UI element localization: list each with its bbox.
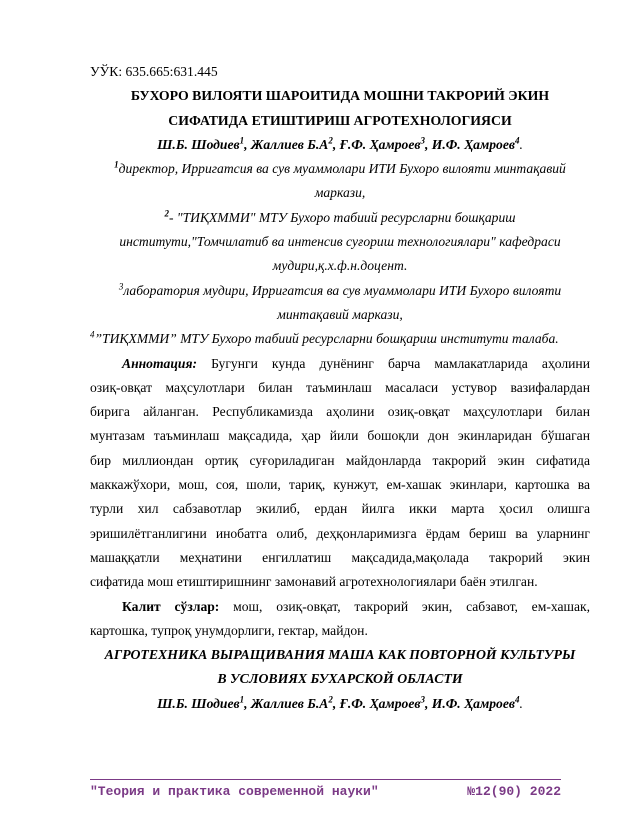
author-2-sup: 2 (328, 135, 333, 146)
abstract-line-2: озиқ-овқат маҳсулотлари билан таъминлаш масаласи устувор вазифалардан (90, 379, 590, 395)
author-sep: , (244, 136, 251, 152)
affiliation-3-line-1 (90, 279, 590, 303)
affiliation-4-line-1 (90, 327, 590, 351)
abstract-line-3: бирига айланган. Республикамизда аҳолини озиқ-овқат маҳсулотлари билан (90, 404, 590, 420)
article-content (90, 60, 590, 716)
affiliation-1-text: директор, Ирригатсия ва сув муаммолари ИТИ Бухоро вилояти минтақавий (118, 161, 566, 177)
footer-divider (90, 779, 561, 780)
title-ru-line-2: В УСЛОВИЯХ БУХАРСКОЙ ОБЛАСТИ (217, 671, 463, 687)
footer-journal-name: "Теория и практика современной науки" (90, 784, 379, 799)
author-ru-3: Ғ.Ф. Ҳамроев (339, 695, 421, 711)
affiliation-3-text: лаборатория мудири, Ирригатсия ва сув муаммолари ИТИ Бухоро вилояти (123, 282, 562, 298)
affiliation-2-line-3: мудири,қ.х.ф.н.доцент. (272, 258, 408, 274)
keywords-line-1 (90, 595, 590, 619)
author-3: Ғ.Ф. Ҳамроев (339, 136, 421, 152)
abstract-line-4: мунтазам таъминлаш мақсадида, ҳар йили бошоқли дон экинларидан бўшаган (90, 428, 590, 444)
abstract-line-10: сифатида мош етиштиришнинг замонавий агротехнологиялари баён этилган. (90, 574, 538, 590)
keywords-line-2: картошка, тупроқ унумдорлиги, гектар, майдон. (90, 622, 368, 638)
author-sep: , (424, 136, 432, 152)
author-ru-1-sup: 1 (239, 694, 245, 705)
authors-uz (90, 133, 590, 157)
author-end: . (519, 695, 523, 711)
author-ru-4-sup: 4 (514, 694, 520, 705)
udk-code: УЎК: 635.665:631.445 (90, 64, 218, 79)
keywords-text: мош, озиқ-овқат, такрорий экин, сабзавот, ем-хашак, (233, 598, 591, 614)
author-ru-3-sup: 3 (420, 694, 425, 705)
affiliation-2-line-2: институти,"Томчилатиб ва интенсив суғориш технологиялари" кафедраси (119, 234, 561, 250)
author-sep: , (332, 136, 340, 152)
author-sep: , (332, 695, 340, 711)
author-end: . (519, 136, 523, 152)
author-sep: , (424, 695, 432, 711)
abstract-label: Аннотация: (122, 355, 197, 371)
title-uz-line-2: СИФАТИДА ЕТИШТИРИШ АГРОТЕХНОЛОГИЯСИ (168, 112, 512, 128)
affiliation-1-line-2: маркази, (314, 185, 366, 201)
affiliation-4-text: ”ТИҚХММИ” МТУ Бухоро табиий ресурсларни бошқариш институти талаба. (94, 331, 559, 347)
affiliation-2-number: 2 (164, 208, 169, 219)
authors-ru (90, 692, 590, 716)
author-ru-4: И.Ф. Ҳамроев (431, 695, 515, 711)
title-uz-line-1: БУХОРО ВИЛОЯТИ ШАРОИТИДА МОШНИ ТАКРОРИЙ ЭКИН (130, 88, 550, 104)
abstract-text: Бугунги кунда дунёнинг барча мамлакатларида аҳолини (211, 355, 590, 371)
author-4-sup: 4 (514, 135, 520, 146)
abstract-line-5: бир миллиондан ортиқ суғориладиган майдонларда такрорий экин сифатида (90, 452, 590, 468)
author-1: Ш.Б. Шодиев (157, 136, 240, 152)
abstract-line-8: эришилётганлигини инобатга олиб, деҳқонларимизга ёрдам бериш ва уларнинг (90, 525, 590, 541)
page-footer (90, 784, 561, 799)
affiliation-1-number: 1 (114, 159, 119, 170)
author-ru-2-sup: 2 (328, 694, 333, 705)
affiliation-3-number: 3 (118, 281, 124, 292)
abstract-line-7: турли хил сабзавотлар экилиб, ердан йилга икки марта ҳосил олишга (90, 501, 590, 517)
author-sep: , (244, 695, 251, 711)
abstract-line-9: машаққатли меҳнатини енгиллатиш мақсадида,мақолада такрорий экин (90, 549, 590, 565)
author-1-sup: 1 (239, 135, 245, 146)
affiliation-2-line-1 (90, 206, 590, 230)
title-ru-line-1: АГРОТЕХНИКА ВЫРАЩИВАНИЯ МАША КАК ПОВТОРНОЙ КУЛЬТУРЫ (104, 647, 576, 663)
author-4: И.Ф. Ҳамроев (431, 136, 515, 152)
keywords-label: Калит сўзлар: (122, 598, 220, 614)
affiliation-1-line-1 (90, 157, 590, 181)
author-3-sup: 3 (420, 135, 425, 146)
affiliation-3-line-2: минтақавий маркази, (277, 306, 403, 322)
affiliation-2-text: - "ТИҚХММИ" МТУ Бухоро табиий ресурсларни бошқариш (168, 209, 516, 225)
footer-issue-number: №12(90) 2022 (467, 784, 561, 799)
abstract-line-1 (90, 352, 590, 376)
abstract-line-6: маккажўхори, мош, соя, шоли, тариқ, кунжут, ем-хашак экинлари, картошка ва (90, 477, 590, 493)
author-ru-2: Жаллиев Б.А (250, 695, 329, 711)
affiliation-4-number: 4 (90, 329, 95, 340)
author-ru-1: Ш.Б. Шодиев (157, 695, 240, 711)
author-2: Жаллиев Б.А (250, 136, 329, 152)
